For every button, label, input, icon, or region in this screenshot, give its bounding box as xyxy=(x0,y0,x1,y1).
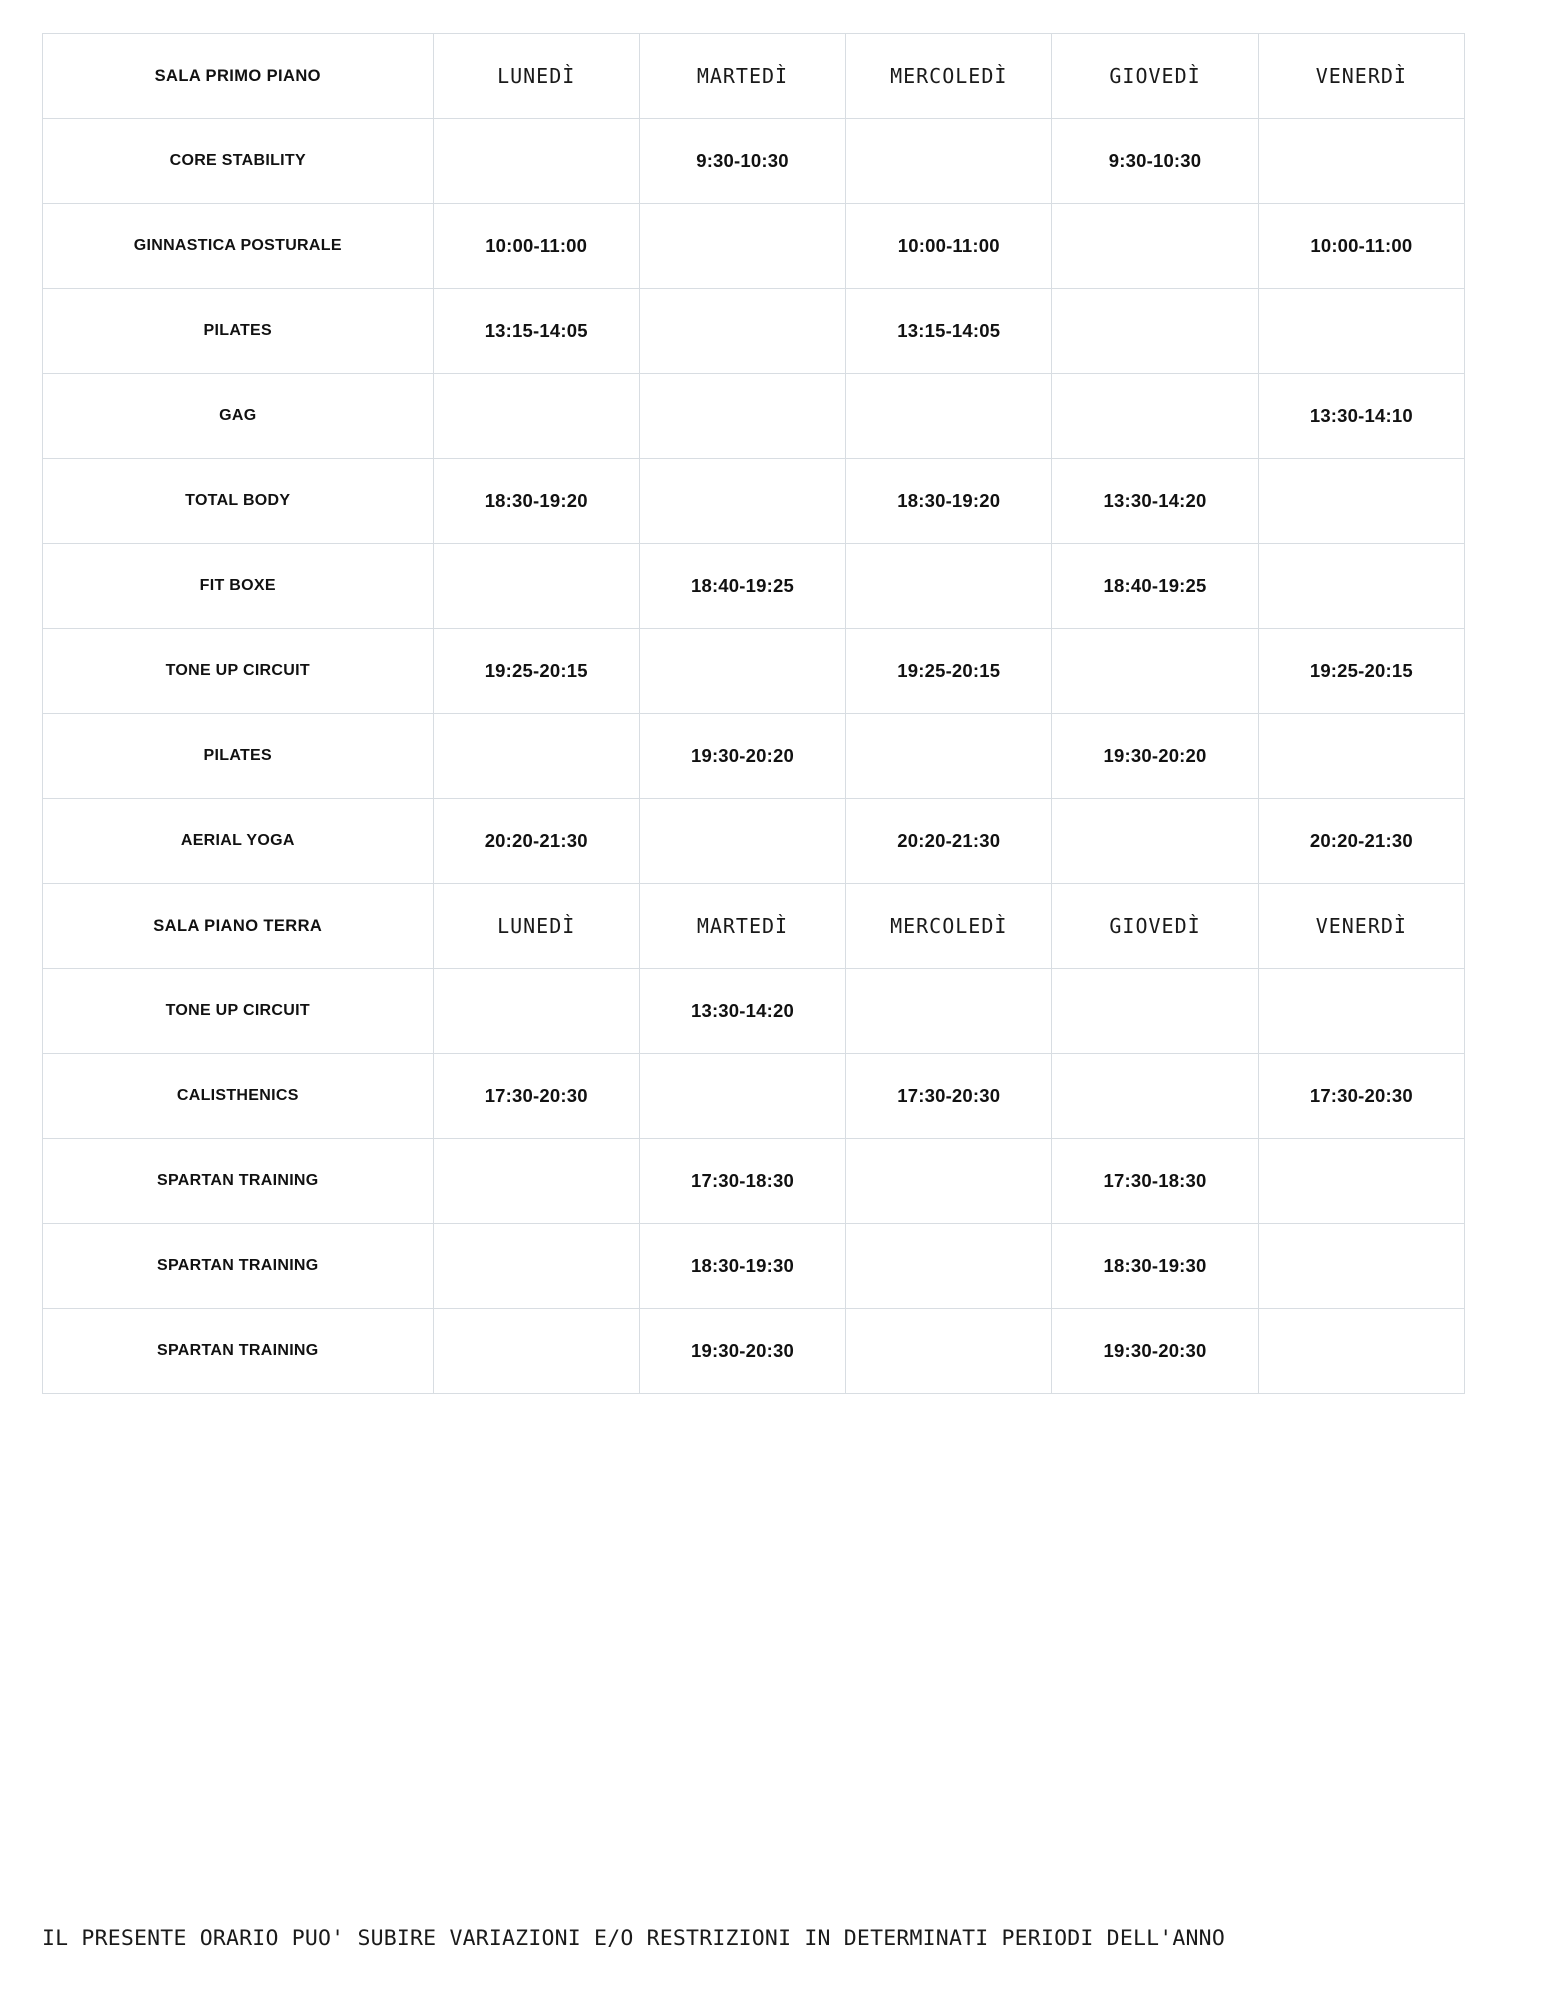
time-slot: 17:30-18:30 xyxy=(639,1139,845,1224)
day-header-wednesday: MERCOLEDÌ xyxy=(846,884,1052,969)
time-slot xyxy=(433,1224,639,1309)
time-slot xyxy=(639,289,845,374)
time-slot xyxy=(639,799,845,884)
time-slot xyxy=(1258,544,1464,629)
time-slot: 18:30-19:30 xyxy=(639,1224,845,1309)
table-row xyxy=(43,629,1465,714)
time-slot: 17:30-20:30 xyxy=(433,1054,639,1139)
table-row xyxy=(43,1139,1465,1224)
time-slot: 10:00-11:00 xyxy=(1258,204,1464,289)
activity-name: AERIAL YOGA xyxy=(43,799,434,884)
activity-name: TOTAL BODY xyxy=(43,459,434,544)
time-slot xyxy=(1258,1139,1464,1224)
activity-name: SPARTAN TRAINING xyxy=(43,1309,434,1394)
table-row xyxy=(43,459,1465,544)
time-slot: 20:20-21:30 xyxy=(1258,799,1464,884)
table-row xyxy=(43,1224,1465,1309)
time-slot: 10:00-11:00 xyxy=(433,204,639,289)
time-slot: 13:30-14:20 xyxy=(639,969,845,1054)
time-slot: 13:15-14:05 xyxy=(433,289,639,374)
day-header-thursday: GIOVEDÌ xyxy=(1052,884,1258,969)
time-slot xyxy=(433,374,639,459)
time-slot: 19:25-20:15 xyxy=(846,629,1052,714)
time-slot xyxy=(639,1054,845,1139)
time-slot xyxy=(639,459,845,544)
time-slot: 10:00-11:00 xyxy=(846,204,1052,289)
day-header-monday: LUNEDÌ xyxy=(433,34,639,119)
activity-name: GAG xyxy=(43,374,434,459)
time-slot xyxy=(846,544,1052,629)
time-slot xyxy=(639,204,845,289)
schedule-disclaimer: IL PRESENTE ORARIO PUO' SUBIRE VARIAZIONI E/O RESTRIZIONI IN DETERMINATI PERIODI DELL'ANNO xyxy=(42,1926,1225,1951)
schedule-table xyxy=(42,33,1465,1394)
activity-name: CORE STABILITY xyxy=(43,119,434,204)
time-slot: 9:30-10:30 xyxy=(639,119,845,204)
time-slot: 13:15-14:05 xyxy=(846,289,1052,374)
time-slot: 18:40-19:25 xyxy=(1052,544,1258,629)
table-row xyxy=(43,289,1465,374)
time-slot: 18:30-19:20 xyxy=(846,459,1052,544)
time-slot: 17:30-20:30 xyxy=(846,1054,1052,1139)
room-title: SALA PIANO TERRA xyxy=(43,884,434,969)
activity-name: GINNASTICA POSTURALE xyxy=(43,204,434,289)
time-slot: 20:20-21:30 xyxy=(846,799,1052,884)
time-slot xyxy=(639,629,845,714)
day-header-thursday: GIOVEDÌ xyxy=(1052,34,1258,119)
activity-name: TONE UP CIRCUIT xyxy=(43,629,434,714)
time-slot: 19:25-20:15 xyxy=(1258,629,1464,714)
time-slot xyxy=(1258,119,1464,204)
time-slot xyxy=(433,969,639,1054)
time-slot xyxy=(1052,1054,1258,1139)
time-slot xyxy=(1052,629,1258,714)
time-slot xyxy=(846,1224,1052,1309)
activity-name: FIT BOXE xyxy=(43,544,434,629)
day-header-tuesday: MARTEDÌ xyxy=(639,884,845,969)
day-header-friday: VENERDÌ xyxy=(1258,34,1464,119)
time-slot: 19:25-20:15 xyxy=(433,629,639,714)
schedule-sheet xyxy=(42,33,1502,1394)
time-slot xyxy=(433,714,639,799)
activity-name: TONE UP CIRCUIT xyxy=(43,969,434,1054)
time-slot xyxy=(433,119,639,204)
room-title: SALA PRIMO PIANO xyxy=(43,34,434,119)
day-header-monday: LUNEDÌ xyxy=(433,884,639,969)
table-row xyxy=(43,544,1465,629)
activity-name: SPARTAN TRAINING xyxy=(43,1224,434,1309)
time-slot: 18:30-19:30 xyxy=(1052,1224,1258,1309)
activity-name: PILATES xyxy=(43,289,434,374)
section-header-row xyxy=(43,34,1465,119)
table-row xyxy=(43,969,1465,1054)
time-slot: 17:30-18:30 xyxy=(1052,1139,1258,1224)
time-slot: 19:30-20:30 xyxy=(1052,1309,1258,1394)
table-row xyxy=(43,204,1465,289)
table-row xyxy=(43,119,1465,204)
time-slot: 18:30-19:20 xyxy=(433,459,639,544)
time-slot xyxy=(1258,1224,1464,1309)
table-row xyxy=(43,714,1465,799)
time-slot: 9:30-10:30 xyxy=(1052,119,1258,204)
time-slot xyxy=(1258,714,1464,799)
day-header-tuesday: MARTEDÌ xyxy=(639,34,845,119)
time-slot xyxy=(433,1309,639,1394)
activity-name: PILATES xyxy=(43,714,434,799)
time-slot: 13:30-14:20 xyxy=(1052,459,1258,544)
table-row xyxy=(43,374,1465,459)
activity-name: SPARTAN TRAINING xyxy=(43,1139,434,1224)
time-slot xyxy=(846,714,1052,799)
time-slot xyxy=(1052,969,1258,1054)
time-slot xyxy=(433,1139,639,1224)
time-slot xyxy=(1052,289,1258,374)
time-slot xyxy=(846,969,1052,1054)
time-slot xyxy=(1052,374,1258,459)
time-slot xyxy=(1052,204,1258,289)
time-slot: 19:30-20:20 xyxy=(639,714,845,799)
time-slot: 20:20-21:30 xyxy=(433,799,639,884)
time-slot: 17:30-20:30 xyxy=(1258,1054,1464,1139)
section-header-row xyxy=(43,884,1465,969)
time-slot xyxy=(1052,799,1258,884)
time-slot xyxy=(1258,969,1464,1054)
activity-name: CALISTHENICS xyxy=(43,1054,434,1139)
time-slot xyxy=(1258,459,1464,544)
time-slot: 19:30-20:30 xyxy=(639,1309,845,1394)
time-slot xyxy=(846,119,1052,204)
time-slot: 18:40-19:25 xyxy=(639,544,845,629)
time-slot xyxy=(1258,289,1464,374)
time-slot xyxy=(846,1309,1052,1394)
time-slot xyxy=(846,374,1052,459)
table-row xyxy=(43,1054,1465,1139)
time-slot xyxy=(846,1139,1052,1224)
time-slot xyxy=(1258,1309,1464,1394)
time-slot xyxy=(433,544,639,629)
table-row xyxy=(43,799,1465,884)
day-header-friday: VENERDÌ xyxy=(1258,884,1464,969)
time-slot xyxy=(639,374,845,459)
time-slot: 13:30-14:10 xyxy=(1258,374,1464,459)
day-header-wednesday: MERCOLEDÌ xyxy=(846,34,1052,119)
table-row xyxy=(43,1309,1465,1394)
time-slot: 19:30-20:20 xyxy=(1052,714,1258,799)
